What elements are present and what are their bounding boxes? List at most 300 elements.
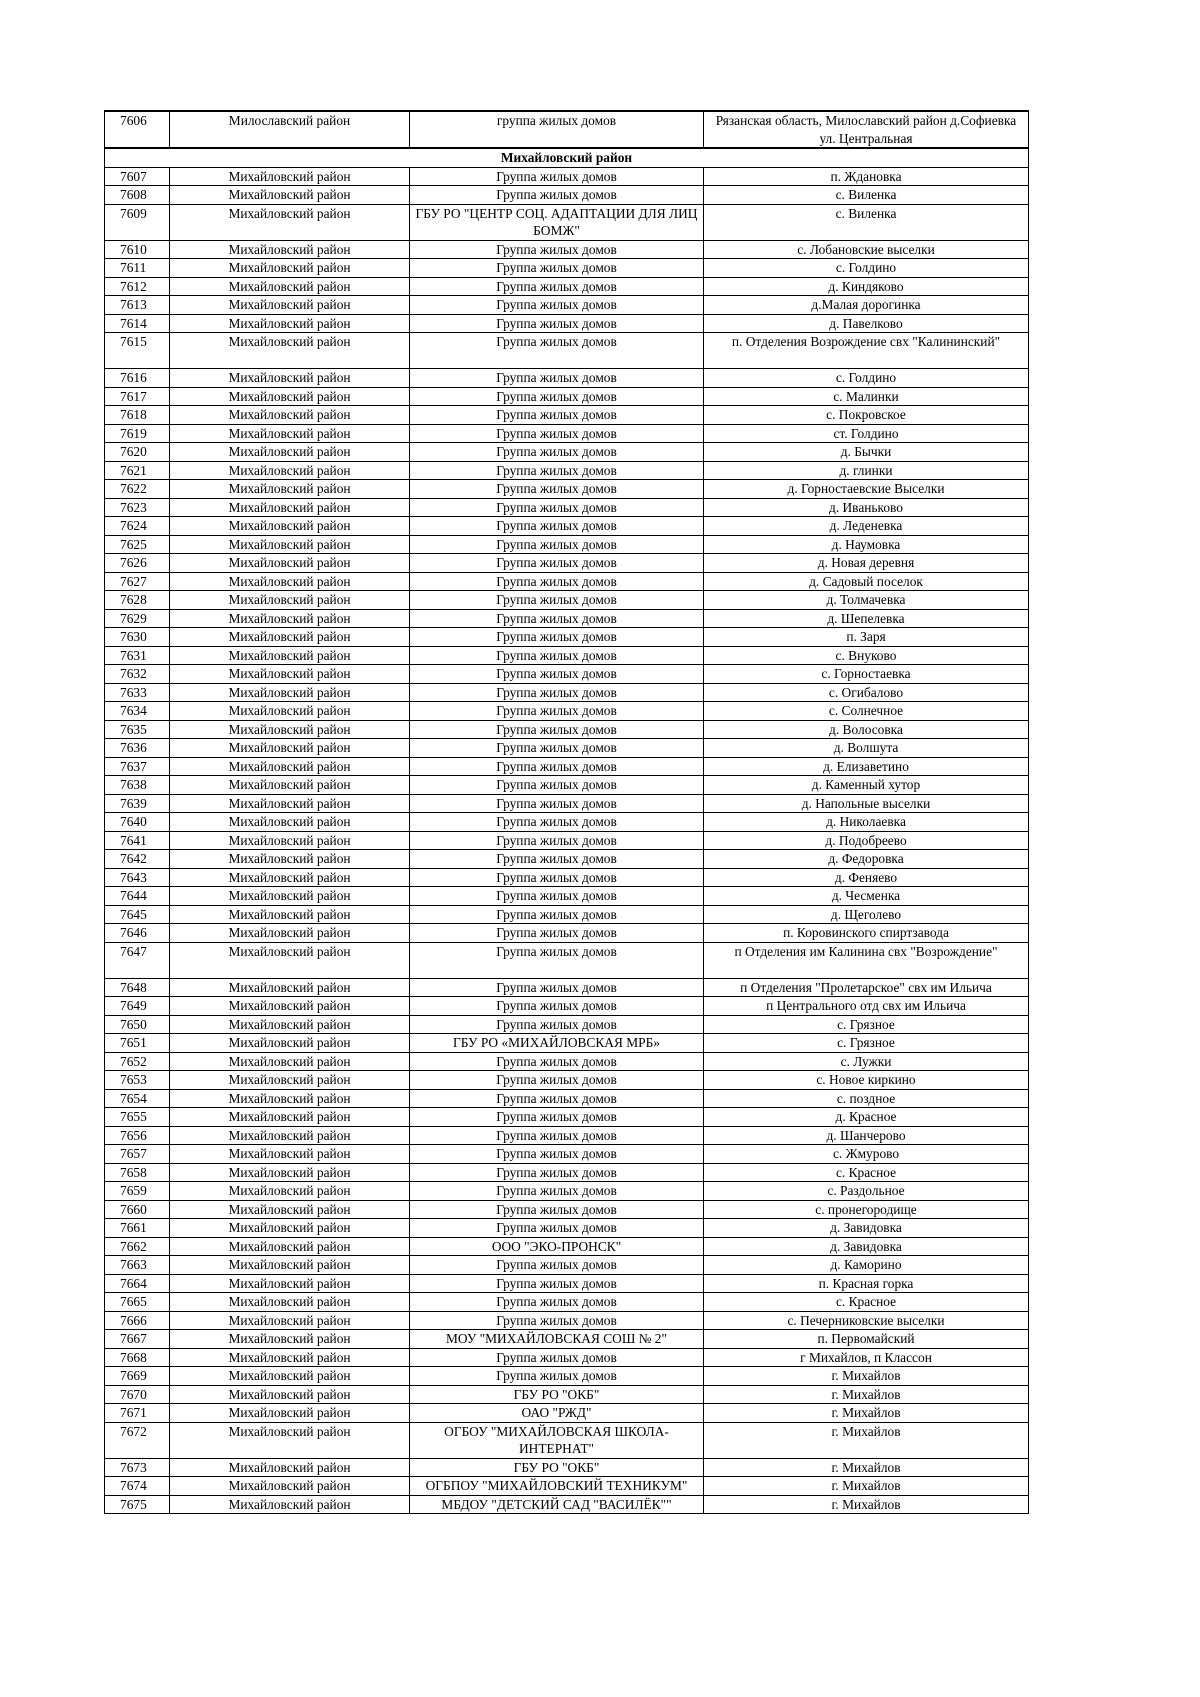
district-cell: Михайловский район [170,868,410,887]
table-row [105,1274,1029,1293]
address-cell: д. Щеголево [704,905,1029,924]
table-row [105,111,1029,148]
address-cell: д. Чесменка [704,887,1029,906]
address-cell: д. Каменный хутор [704,776,1029,795]
address-cell: д. Садовый поселок [704,572,1029,591]
row-number-cell: 7658 [105,1163,170,1182]
table-row [105,1495,1029,1514]
registry-table [104,110,1029,1514]
address-cell: п. Коровинского спиртзавода [704,924,1029,943]
district-cell: Михайловский район [170,997,410,1016]
district-cell: Михайловский район [170,1071,410,1090]
address-cell: д. Красное [704,1108,1029,1127]
district-cell: Михайловский район [170,628,410,647]
table-row [105,1477,1029,1496]
table-row [105,609,1029,628]
table-row [105,868,1029,887]
row-number-cell: 7663 [105,1256,170,1275]
table-row [105,1015,1029,1034]
address-cell: п. Отделения Возрождение свх "Калининский" [704,333,1029,369]
district-cell: Михайловский район [170,1034,410,1053]
registry-table-body [105,111,1029,1514]
district-cell: Михайловский район [170,240,410,259]
object-cell: Группа жилых домов [410,831,704,850]
address-cell: г. Михайлов [704,1385,1029,1404]
row-number-cell: 7640 [105,813,170,832]
district-cell: Михайловский район [170,1367,410,1386]
row-number-cell: 7648 [105,978,170,997]
district-cell: Михайловский район [170,1495,410,1514]
row-number-cell: 7667 [105,1330,170,1349]
row-number-cell: 7649 [105,997,170,1016]
object-cell: Группа жилых домов [410,646,704,665]
table-row [105,1108,1029,1127]
address-cell: с. Солнечное [704,702,1029,721]
address-cell: д. Бычки [704,443,1029,462]
district-cell: Михайловский район [170,1256,410,1275]
address-cell: д. Киндяково [704,277,1029,296]
row-number-cell: 7629 [105,609,170,628]
table-row [105,628,1029,647]
row-number-cell: 7652 [105,1052,170,1071]
district-cell: Михайловский район [170,942,410,978]
row-number-cell: 7660 [105,1200,170,1219]
table-row [105,461,1029,480]
row-number-cell: 7621 [105,461,170,480]
object-cell: группа жилых домов [410,111,704,148]
district-cell: Михайловский район [170,1089,410,1108]
object-cell: Группа жилых домов [410,424,704,443]
object-cell: ГБУ РО "ЦЕНТР СОЦ. АДАПТАЦИИ ДЛЯ ЛИЦ БОМЖ" [410,204,704,240]
address-cell: с. поздное [704,1089,1029,1108]
row-number-cell: 7624 [105,517,170,536]
district-cell: Михайловский район [170,1404,410,1423]
address-cell: д. Новая деревня [704,554,1029,573]
address-cell: с. Грязное [704,1034,1029,1053]
row-number-cell: 7612 [105,277,170,296]
row-number-cell: 7609 [105,204,170,240]
address-cell: с. Огибалово [704,683,1029,702]
address-cell: г Михайлов, п Классон [704,1348,1029,1367]
table-row [105,997,1029,1016]
object-cell: Группа жилых домов [410,813,704,832]
object-cell: Группа жилых домов [410,498,704,517]
table-row [105,1200,1029,1219]
row-number-cell: 7645 [105,905,170,924]
table-row [105,186,1029,205]
address-cell: с. Красное [704,1293,1029,1312]
address-cell: с. Печерниковские выселки [704,1311,1029,1330]
row-number-cell: 7625 [105,535,170,554]
object-cell: Группа жилых домов [410,240,704,259]
address-cell: ст. Голдино [704,424,1029,443]
row-number-cell: 7666 [105,1311,170,1330]
address-cell: с. Голдино [704,259,1029,278]
object-cell: Группа жилых домов [410,333,704,369]
address-cell: с. Лужки [704,1052,1029,1071]
section-header-row [105,148,1029,167]
district-cell: Михайловский район [170,1126,410,1145]
row-number-cell: 7646 [105,924,170,943]
row-number-cell: 7614 [105,314,170,333]
district-cell: Михайловский район [170,1108,410,1127]
object-cell: Группа жилых домов [410,609,704,628]
row-number-cell: 7671 [105,1404,170,1423]
address-cell: д. Иваньково [704,498,1029,517]
row-number-cell: 7627 [105,572,170,591]
object-cell: Группа жилых домов [410,1293,704,1312]
object-cell: Группа жилых домов [410,776,704,795]
table-row [105,277,1029,296]
row-number-cell: 7632 [105,665,170,684]
object-cell: Группа жилых домов [410,702,704,721]
table-row [105,1256,1029,1275]
row-number-cell: 7647 [105,942,170,978]
district-cell: Михайловский район [170,978,410,997]
address-cell: д. Завидовка [704,1219,1029,1238]
table-row [105,333,1029,369]
table-row [105,794,1029,813]
table-row [105,776,1029,795]
address-cell: д. Федоровка [704,850,1029,869]
address-cell: с. Красное [704,1163,1029,1182]
object-cell: Группа жилых домов [410,1367,704,1386]
table-row [105,1182,1029,1201]
object-cell: Группа жилых домов [410,517,704,536]
district-cell: Михайловский район [170,517,410,536]
table-row [105,424,1029,443]
address-cell: д. Волшута [704,739,1029,758]
object-cell: Группа жилых домов [410,1182,704,1201]
object-cell: ОГБОУ "МИХАЙЛОВСКАЯ ШКОЛА-ИНТЕРНАТ" [410,1422,704,1458]
table-row [105,443,1029,462]
object-cell: Группа жилых домов [410,277,704,296]
object-cell: МБДОУ "ДЕТСКИЙ САД "ВАСИЛЁК"" [410,1495,704,1514]
object-cell: МОУ "МИХАЙЛОВСКАЯ СОШ № 2" [410,1330,704,1349]
district-cell: Михайловский район [170,554,410,573]
row-number-cell: 7654 [105,1089,170,1108]
address-cell: с. Горностаевка [704,665,1029,684]
row-number-cell: 7644 [105,887,170,906]
object-cell: Группа жилых домов [410,1274,704,1293]
address-cell: с. Малинки [704,387,1029,406]
row-number-cell: 7611 [105,259,170,278]
object-cell: Группа жилых домов [410,1071,704,1090]
table-row [105,1145,1029,1164]
object-cell: Группа жилых домов [410,1219,704,1238]
district-cell: Михайловский район [170,887,410,906]
object-cell: Группа жилых домов [410,683,704,702]
object-cell: Группа жилых домов [410,369,704,388]
row-number-cell: 7672 [105,1422,170,1458]
address-cell: г. Михайлов [704,1367,1029,1386]
row-number-cell: 7669 [105,1367,170,1386]
address-cell: с. Новое киркино [704,1071,1029,1090]
row-number-cell: 7635 [105,720,170,739]
object-cell: Группа жилых домов [410,259,704,278]
table-row [105,167,1029,186]
district-cell: Михайловский район [170,204,410,240]
address-cell: г. Михайлов [704,1495,1029,1514]
address-cell: п. Первомайский [704,1330,1029,1349]
row-number-cell: 7615 [105,333,170,369]
district-cell: Михайловский район [170,646,410,665]
object-cell: ОГБПОУ "МИХАЙЛОВСКИЙ ТЕХНИКУМ" [410,1477,704,1496]
table-row [105,1385,1029,1404]
object-cell: Группа жилых домов [410,887,704,906]
object-cell: Группа жилых домов [410,1052,704,1071]
table-row [105,942,1029,978]
row-number-cell: 7617 [105,387,170,406]
row-number-cell: 7642 [105,850,170,869]
address-cell: с. Грязное [704,1015,1029,1034]
district-cell: Михайловский район [170,186,410,205]
row-number-cell: 7606 [105,111,170,148]
district-cell: Михайловский район [170,794,410,813]
row-number-cell: 7622 [105,480,170,499]
row-number-cell: 7661 [105,1219,170,1238]
row-number-cell: 7643 [105,868,170,887]
object-cell: Группа жилых домов [410,406,704,425]
row-number-cell: 7610 [105,240,170,259]
table-row [105,1348,1029,1367]
object-cell: Группа жилых домов [410,387,704,406]
district-cell: Михайловский район [170,1219,410,1238]
table-row [105,813,1029,832]
address-cell: с. Покровское [704,406,1029,425]
row-number-cell: 7655 [105,1108,170,1127]
district-cell: Михайловский район [170,1422,410,1458]
district-cell: Михайловский район [170,259,410,278]
row-number-cell: 7616 [105,369,170,388]
table-row [105,978,1029,997]
row-number-cell: 7670 [105,1385,170,1404]
object-cell: Группа жилых домов [410,1126,704,1145]
district-cell: Михайловский район [170,609,410,628]
row-number-cell: 7675 [105,1495,170,1514]
district-cell: Михайловский район [170,1052,410,1071]
district-cell: Михайловский район [170,1293,410,1312]
table-row [105,296,1029,315]
object-cell: Группа жилых домов [410,591,704,610]
address-cell: д. Шанчерово [704,1126,1029,1145]
object-cell: ОАО "РЖД" [410,1404,704,1423]
address-cell: д. Волосовка [704,720,1029,739]
object-cell: Группа жилых домов [410,572,704,591]
object-cell: Группа жилых домов [410,1015,704,1034]
district-cell: Михайловский район [170,1274,410,1293]
row-number-cell: 7618 [105,406,170,425]
district-cell: Милославский район [170,111,410,148]
address-cell: с. Жмурово [704,1145,1029,1164]
address-cell: с. Раздольное [704,1182,1029,1201]
table-row [105,1219,1029,1238]
row-number-cell: 7637 [105,757,170,776]
address-cell: с. Внуково [704,646,1029,665]
district-cell: Михайловский район [170,314,410,333]
address-cell: д. Шепелевка [704,609,1029,628]
address-cell: г. Михайлов [704,1422,1029,1458]
address-cell: д. Напольные выселки [704,794,1029,813]
object-cell: Группа жилых домов [410,1311,704,1330]
table-row [105,406,1029,425]
object-cell: Группа жилых домов [410,535,704,554]
address-cell: д. Толмачевка [704,591,1029,610]
district-cell: Михайловский район [170,480,410,499]
object-cell: ГБУ РО "ОКБ" [410,1385,704,1404]
row-number-cell: 7607 [105,167,170,186]
address-cell: д. глинки [704,461,1029,480]
object-cell: Группа жилых домов [410,757,704,776]
district-cell: Михайловский район [170,1015,410,1034]
address-cell: г. Михайлов [704,1404,1029,1423]
table-row [105,1163,1029,1182]
district-cell: Михайловский район [170,702,410,721]
table-row [105,739,1029,758]
row-number-cell: 7651 [105,1034,170,1053]
table-row [105,1458,1029,1477]
row-number-cell: 7674 [105,1477,170,1496]
object-cell: Группа жилых домов [410,296,704,315]
row-number-cell: 7656 [105,1126,170,1145]
object-cell: Группа жилых домов [410,480,704,499]
object-cell: Группа жилых домов [410,443,704,462]
district-cell: Михайловский район [170,369,410,388]
row-number-cell: 7665 [105,1293,170,1312]
table-row [105,702,1029,721]
district-cell: Михайловский район [170,167,410,186]
address-cell: д. Горностаевские Выселки [704,480,1029,499]
row-number-cell: 7613 [105,296,170,315]
table-row [105,259,1029,278]
row-number-cell: 7633 [105,683,170,702]
object-cell: Группа жилых домов [410,554,704,573]
address-cell: с. Лобановские выселки [704,240,1029,259]
table-row [105,1330,1029,1349]
address-cell: с. Виленка [704,204,1029,240]
table-row [105,720,1029,739]
district-cell: Михайловский район [170,739,410,758]
district-cell: Михайловский район [170,572,410,591]
address-cell: д. Наумовка [704,535,1029,554]
table-row [105,591,1029,610]
district-cell: Михайловский район [170,683,410,702]
table-row [105,665,1029,684]
district-cell: Михайловский район [170,1200,410,1219]
address-cell: д. Леденевка [704,517,1029,536]
address-cell: д. Феняево [704,868,1029,887]
row-number-cell: 7626 [105,554,170,573]
object-cell: Группа жилых домов [410,997,704,1016]
address-cell: п Отделения им Калинина свх "Возрождение" [704,942,1029,978]
address-cell: с. Голдино [704,369,1029,388]
address-cell: д. Николаевка [704,813,1029,832]
district-cell: Михайловский район [170,535,410,554]
table-row [105,1367,1029,1386]
object-cell: Группа жилых домов [410,794,704,813]
table-row [105,535,1029,554]
table-row [105,1293,1029,1312]
row-number-cell: 7659 [105,1182,170,1201]
district-cell: Михайловский район [170,498,410,517]
district-cell: Михайловский район [170,1458,410,1477]
row-number-cell: 7662 [105,1237,170,1256]
section-title: Михайловский район [105,148,1029,167]
object-cell: Группа жилых домов [410,628,704,647]
object-cell: Группа жилых домов [410,924,704,943]
table-row [105,572,1029,591]
district-cell: Михайловский район [170,1145,410,1164]
district-cell: Михайловский район [170,665,410,684]
object-cell: Группа жилых домов [410,1108,704,1127]
row-number-cell: 7631 [105,646,170,665]
table-row [105,757,1029,776]
district-cell: Михайловский район [170,333,410,369]
district-cell: Михайловский район [170,424,410,443]
object-cell: Группа жилых домов [410,1348,704,1367]
row-number-cell: 7668 [105,1348,170,1367]
district-cell: Михайловский район [170,1237,410,1256]
object-cell: Группа жилых домов [410,720,704,739]
address-cell: г. Михайлов [704,1458,1029,1477]
district-cell: Михайловский район [170,776,410,795]
district-cell: Михайловский район [170,1385,410,1404]
district-cell: Михайловский район [170,720,410,739]
row-number-cell: 7634 [105,702,170,721]
row-number-cell: 7628 [105,591,170,610]
object-cell: Группа жилых домов [410,665,704,684]
district-cell: Михайловский район [170,813,410,832]
address-cell: д. Подобреево [704,831,1029,850]
district-cell: Михайловский район [170,406,410,425]
table-row [105,905,1029,924]
table-row [105,554,1029,573]
row-number-cell: 7673 [105,1458,170,1477]
row-number-cell: 7608 [105,186,170,205]
object-cell: Группа жилых домов [410,1089,704,1108]
row-number-cell: 7619 [105,424,170,443]
row-number-cell: 7636 [105,739,170,758]
table-row [105,1237,1029,1256]
table-row [105,1422,1029,1458]
row-number-cell: 7653 [105,1071,170,1090]
address-cell: п Центрального отд свх им Ильича [704,997,1029,1016]
table-row [105,887,1029,906]
table-row [105,1404,1029,1423]
address-cell: п. Ждановка [704,167,1029,186]
district-cell: Михайловский район [170,387,410,406]
table-row [105,1089,1029,1108]
district-cell: Михайловский район [170,905,410,924]
district-cell: Михайловский район [170,277,410,296]
table-row [105,204,1029,240]
row-number-cell: 7630 [105,628,170,647]
row-number-cell: 7657 [105,1145,170,1164]
object-cell: Группа жилых домов [410,167,704,186]
row-number-cell: 7620 [105,443,170,462]
object-cell: Группа жилых домов [410,1163,704,1182]
address-cell: д. Каморино [704,1256,1029,1275]
table-row [105,1126,1029,1145]
row-number-cell: 7664 [105,1274,170,1293]
table-row [105,683,1029,702]
district-cell: Михайловский район [170,1182,410,1201]
row-number-cell: 7641 [105,831,170,850]
object-cell: Группа жилых домов [410,1145,704,1164]
table-row [105,369,1029,388]
row-number-cell: 7638 [105,776,170,795]
object-cell: ГБУ РО "ОКБ" [410,1458,704,1477]
